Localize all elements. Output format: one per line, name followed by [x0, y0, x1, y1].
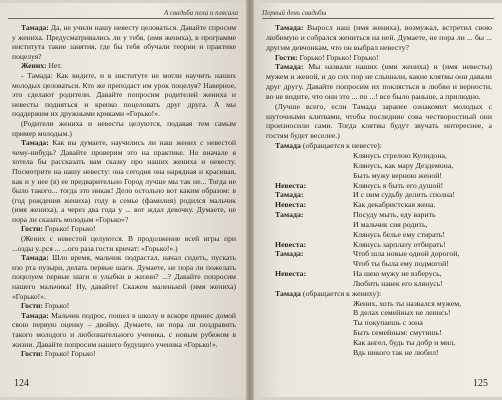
- verse-line: [266, 240, 492, 250]
- paragraph-text: Горько! Горько! Горько!: [299, 52, 379, 62]
- verse-line: [266, 338, 492, 348]
- verse-speaker: [266, 230, 353, 240]
- verse-line: [266, 151, 492, 161]
- speaker-label: Гости:: [21, 224, 43, 234]
- right-page-number: 125: [473, 378, 488, 389]
- verse-speaker: [266, 161, 353, 171]
- paragraph-text: - Тамада: Как видите, и в институте не могли научить наших молодых целоваться. Кто же преподаст им урок поцелуя? Наверное, это сделают родители. Давайте попросим родителей жениха и невесты подняться и крепко поцеловать друг друга. А мы поддержим их дружными криками «Горько!».: [12, 70, 236, 119]
- verse-line: [266, 318, 492, 328]
- paragraph: [12, 23, 236, 61]
- paragraph: [12, 119, 236, 138]
- verse-line: [266, 269, 492, 279]
- verse-text: Быть семейным: смутишь!: [353, 328, 442, 338]
- verse-text: Клянусь, как мару Дездемона,: [353, 160, 454, 170]
- speaker-label: Гости:: [21, 301, 43, 311]
- paragraph-text: Выросл наш (имя жениха), возмужал, встретил свою любимую и собрался жениться на ней. Думаете, не пора ли ... бы ... другим девчонкам, что он выбрал невесту?: [266, 23, 492, 52]
- speaker-label: Тамада: [275, 288, 301, 298]
- verse-line: [266, 220, 492, 230]
- verse-line: [266, 299, 492, 309]
- paragraph-text: (обращается к жениху):: [302, 288, 382, 298]
- speaker-label: Тамада:: [21, 253, 49, 263]
- left-page: [0, 3, 248, 397]
- paragraph: [266, 23, 492, 53]
- verse-line: [266, 259, 492, 269]
- paragraph-text: (обращается к невесте):: [302, 141, 382, 151]
- speaker-label: Тамада:: [21, 310, 49, 320]
- verse-speaker: Тамада:: [275, 210, 304, 220]
- paragraph: [266, 53, 492, 63]
- paragraph-text: Да, не учили нашу невесту целоваться. Давайте спросим у жениха. Предусматривались ли у тебя, (имя жениха), в программе института такие занятия, где бы тебя обучали теории и практике поцелуя?: [12, 23, 236, 61]
- verse-speaker: [266, 171, 353, 181]
- verse-line: [266, 328, 492, 338]
- verse-line: [266, 230, 492, 240]
- verse-line: [266, 308, 492, 318]
- verse-text: И с ним судьбу делить сполна!: [353, 190, 455, 200]
- verse-speaker: [266, 220, 353, 230]
- speaker-label: Гости:: [21, 349, 43, 359]
- verse-text: Как декабристская жена.: [353, 200, 436, 210]
- paragraph: [266, 289, 492, 299]
- paragraph-text: Горько!: [44, 301, 70, 311]
- verse-text: Чтоб шла новые одной дорогой,: [353, 249, 460, 259]
- verse-speaker: Тамада:: [275, 249, 304, 259]
- paragraph-text: Шло время, мальчик подрастал, начал сидеть, пускать изо рта пузыри, делать первые шаги. Думаете, не пора ли пожелать поцелуем первые шаги и улыбки в жизни? ...? Давайте попросим нашего мальчика! Ну, давайте! Скажем маленькой (имя жениха) «Горько!».: [12, 253, 236, 301]
- paragraph-text: Как вы думаете, научились ли наш жених с невестой чему-нибудь? Давайте проверим это на практике. Но вначале я хотела бы рассказать вам сказку про наших жениха и невесту. Посмотрите на нашу невесту: она сегодня она нарядная и красивая, как и у нее (в) ее предварительно Город лучше мы так не... Тогда не было такого... тогда это никак! Дело остольно вот каким образом: в (год рождения жениха) году в семье (фамилия) родился мальчик (имя жениха), а через два года у ... вот ждал девочку. Думаете, не пора ли сказать молодым «Горько»?: [12, 138, 237, 224]
- speaker-label: Тамада:: [275, 23, 304, 32]
- right-header-rule: [262, 18, 494, 19]
- verse-line: [266, 161, 492, 171]
- verse-text: Клянусь белье ему стирать!: [353, 229, 445, 239]
- paragraph: [12, 349, 236, 359]
- speaker-label: Тамада:: [21, 138, 49, 148]
- verse-text: Посуду мыть, еду варить: [353, 210, 436, 220]
- right-page-body: [266, 23, 492, 358]
- verse-speaker: [266, 338, 353, 348]
- paragraph: [12, 71, 236, 119]
- verse-text: И мальчик сия родить,: [353, 219, 428, 229]
- paragraph: [12, 253, 236, 301]
- paragraph-text: (Родители жениха и невесты целуются, подавая тем самым пример молодым.): [12, 118, 236, 138]
- paragraph: [12, 234, 236, 253]
- verse-speaker: Невеста:: [275, 180, 307, 190]
- speaker-label: Жених:: [21, 61, 47, 71]
- verse-speaker: [266, 259, 353, 269]
- verse-speaker: Невеста:: [275, 200, 307, 210]
- verse-line: [266, 348, 492, 358]
- left-running-head: [8, 9, 238, 18]
- paragraph-text: Нет.: [48, 61, 62, 71]
- verse-text: Любить навек его клянусь!: [353, 278, 443, 288]
- paragraph: [266, 141, 492, 151]
- book-gutter: [246, 0, 254, 400]
- paragraph-text: Горько! Горько!: [44, 224, 96, 234]
- verse-speaker: Невеста:: [275, 239, 307, 249]
- verse-text: Клянусь зарплату отбирать!: [353, 239, 446, 249]
- verse-text: В делах семейных не ленись!: [353, 308, 451, 318]
- verse-line: [266, 190, 492, 200]
- verse-speaker: [266, 151, 353, 161]
- right-running-head: [262, 9, 494, 18]
- speaker-label: Тамада:: [275, 62, 304, 72]
- verse-speaker: [266, 348, 353, 358]
- verse-text: Клянусь я быть его душой!: [353, 180, 444, 190]
- verse-text: Как ангел, будь ты добр и мил,: [353, 338, 456, 347]
- right-running-head-text: Первый день свадьбы: [262, 9, 327, 17]
- paragraph-text: Мы назвали наших (имя жениха) и (имя невесты) мужем и женой, и до сих пор не слышали, какие клятвы они давали друг другу. Давайте попросим их поклясться в любви и верности, во не видите, что они это ... по ...! все было раньше, а прилюдно.: [266, 62, 493, 101]
- verse-line: [266, 210, 492, 220]
- verse-text: Жених, хоть ты назвался мужем,: [353, 298, 462, 308]
- verse-speaker: Тамада:: [275, 190, 304, 200]
- verse-line: [266, 181, 492, 191]
- verse-speaker: Невеста:: [275, 269, 307, 279]
- verse-speaker: [266, 328, 353, 338]
- speaker-label: Гости:: [275, 52, 298, 62]
- paragraph: [12, 138, 236, 224]
- verse-line: [266, 200, 492, 210]
- left-page-number: 124: [14, 378, 29, 389]
- verse-speaker: [266, 318, 353, 328]
- verse-text: Вдь никого так не любил!: [353, 347, 439, 357]
- left-page-body: [12, 23, 236, 359]
- paragraph: [12, 224, 236, 234]
- verse-text: Ты покупаешь с зона: [353, 318, 423, 328]
- speaker-label: Тамада:: [21, 23, 49, 32]
- verse-line: [266, 171, 492, 181]
- verse-text: Чтоб ты была ему подмогой!: [353, 259, 449, 269]
- paragraph-text: (Лучше всего, если Тамада заранее ознакомит молодых с шуточными клятвами, чтобы последние сова честворостный они произносили сами. Тогда клятвы будут звучать интереснее, а гостям будет веселее.): [266, 101, 492, 141]
- verse-text: Клянусь стрелою Купидона,: [353, 150, 447, 160]
- paragraph: [12, 61, 236, 71]
- left-running-head-text: А свадьба пела и плясала: [163, 9, 238, 17]
- verse-line: [266, 249, 492, 259]
- paragraph: [266, 62, 492, 101]
- verse-text: На шею мужу не взберусь,: [353, 269, 442, 279]
- verse-text: Быть мужу верною женой!: [353, 170, 443, 180]
- paragraph-text: (Жених с невестой целуются. В продолжение всей игры при ...озды у..рся ... ...ого раза гости кричат: «Горько!».): [12, 234, 236, 253]
- verse-speaker: [266, 308, 353, 318]
- paragraph: [266, 102, 492, 141]
- verse-speaker: [266, 299, 353, 309]
- speaker-label: Тамада: [275, 141, 301, 151]
- paragraph-text: Горько! Горько!: [44, 349, 96, 359]
- verse-line: [266, 279, 492, 289]
- paragraph: [12, 311, 236, 349]
- paragraph: [12, 301, 236, 311]
- right-page: [252, 3, 502, 397]
- verse-speaker: [266, 279, 353, 289]
- left-header-rule: [8, 18, 238, 19]
- paragraph-text: Мальчик подрос, пошел в школу и вскоре принес домой свою первую оценку – двойку. Думаете, не пора ли поздравить такого молодого и любознательного ученика, с новым рубежом в жизни. Давайте попросим нашего будущего ученика «Горько!».: [12, 310, 236, 349]
